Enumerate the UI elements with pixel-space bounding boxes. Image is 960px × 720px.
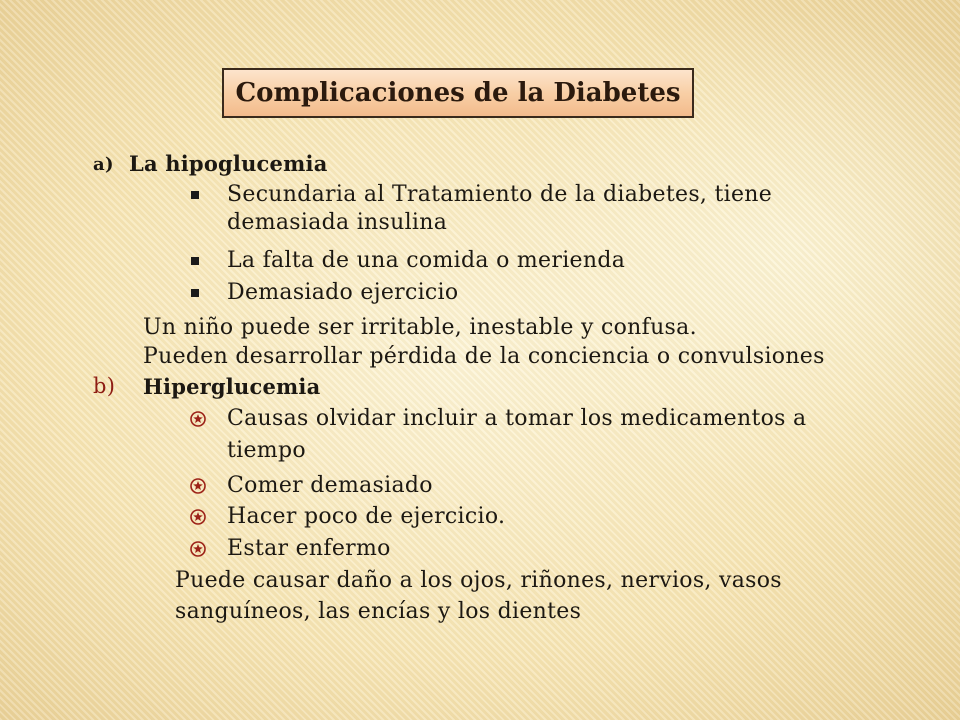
note-text: Puede causar daño a los ojos, riñones, nervios, vasos <box>175 568 782 593</box>
circled-star-icon <box>190 478 206 494</box>
section-marker-a: a) <box>93 154 114 175</box>
bullet-text: demasiada insulina <box>227 210 448 235</box>
bullet-text: Causas olvidar incluir a tomar los medicamentos a <box>227 406 807 431</box>
bullet-text: Estar enfermo <box>227 536 391 561</box>
bullet-text: La falta de una comida o merienda <box>227 248 626 273</box>
circled-star-icon <box>190 509 206 525</box>
circled-star-icon <box>190 411 206 427</box>
square-bullet-icon <box>191 191 199 199</box>
bullet-text: Hacer poco de ejercicio. <box>227 504 506 529</box>
square-bullet-icon <box>191 289 199 297</box>
section-heading-hiperglucemia: Hiperglucemia <box>143 374 321 399</box>
bullet-text: tiempo <box>227 438 306 463</box>
note-text: Pueden desarrollar pérdida de la conciencia o convulsiones <box>143 344 825 369</box>
circled-star-icon <box>190 541 206 557</box>
title-box <box>222 68 694 118</box>
section-marker-b: b) <box>93 374 116 398</box>
section-heading-hipoglucemia: La hipoglucemia <box>129 151 328 176</box>
slide-title: Complicaciones de la Diabetes <box>235 78 681 108</box>
square-bullet-icon <box>191 257 199 265</box>
bullet-text: Demasiado ejercicio <box>227 280 459 305</box>
bullet-text: Secundaria al Tratamiento de la diabetes, tiene <box>227 182 773 207</box>
note-text: Un niño puede ser irritable, inestable y confusa. <box>143 315 697 340</box>
bullet-text: Comer demasiado <box>227 473 433 498</box>
note-text: sanguíneos, las encías y los dientes <box>175 599 582 624</box>
